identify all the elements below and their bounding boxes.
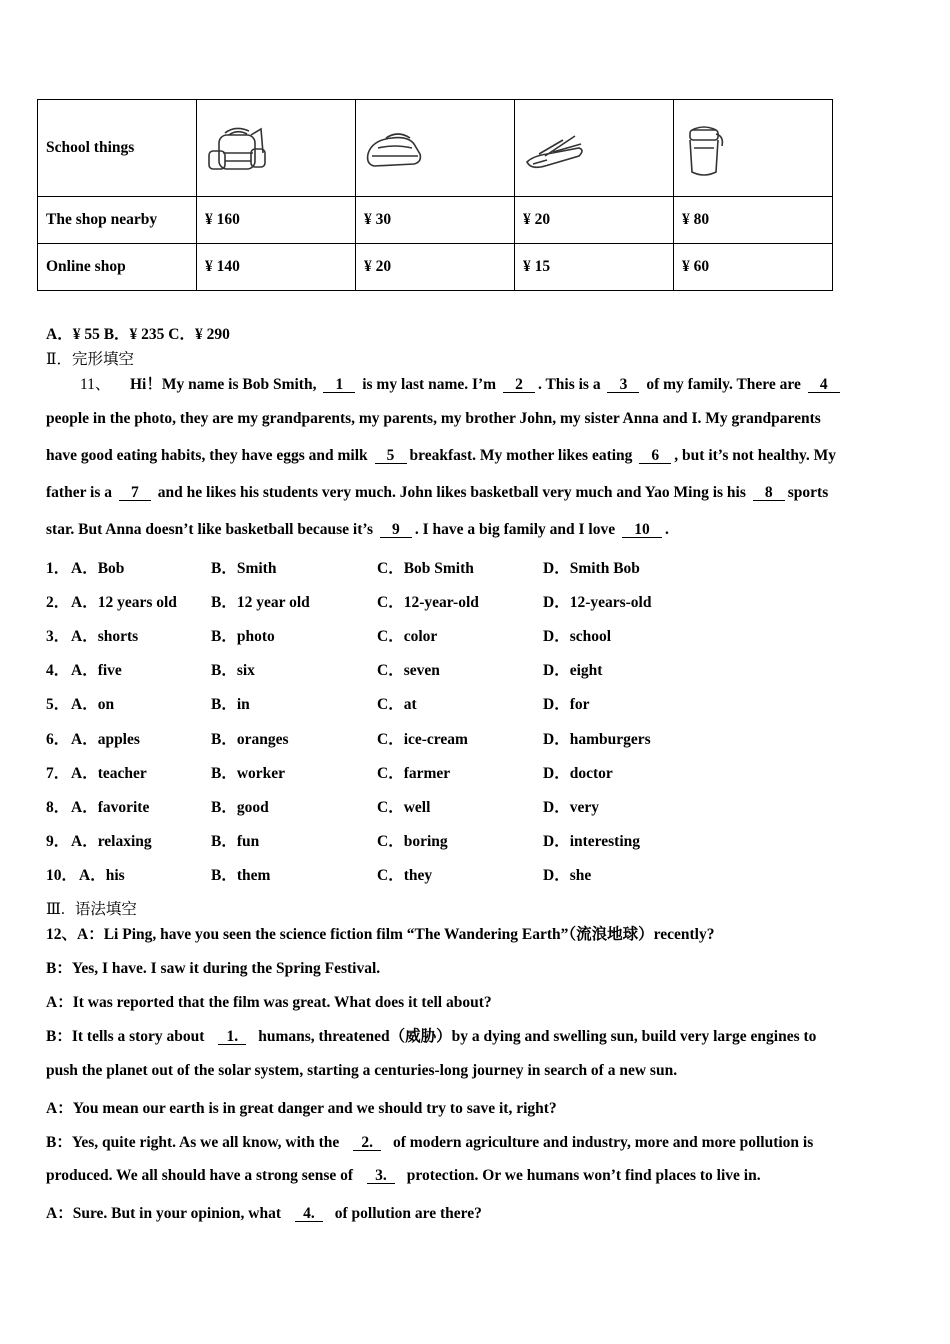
option-c: C．ice-cream	[377, 730, 468, 748]
price-cell: ¥ 80	[674, 197, 833, 244]
option-a: A．five	[71, 662, 122, 680]
passage-text: is my last name. I’m	[358, 376, 500, 393]
dialogue-line	[46, 1062, 677, 1080]
dialogue-line	[46, 1167, 761, 1185]
passage-text: .	[664, 521, 669, 538]
option-b: B．oranges	[211, 730, 289, 748]
dialogue-line	[46, 990, 492, 1012]
passage-line	[130, 372, 843, 394]
option-b: B．good	[211, 798, 269, 816]
blank-number: 9	[380, 522, 412, 538]
row-label: School things	[38, 100, 197, 197]
dialogue-text: protection. Or we humans won’t find places to live in.	[402, 1167, 761, 1184]
question-number: 8．	[46, 798, 70, 816]
blank-number: 1.	[218, 1029, 246, 1045]
price-cell: ¥ 15	[515, 244, 674, 291]
row-label: The shop nearby	[38, 197, 197, 244]
dialogue-text: humans, threatened（威胁）by a dying and swelling sun, build very large engines to	[254, 1028, 817, 1045]
price-cell: ¥ 30	[356, 197, 515, 244]
section-numeral: Ⅱ．	[46, 351, 73, 368]
table-row	[38, 197, 833, 244]
blank-number: 3.	[367, 1168, 395, 1184]
question-number: 2．	[46, 594, 70, 612]
passage-text: father is a	[46, 484, 116, 501]
blank-number: 4	[808, 377, 840, 393]
dialogue-text: It tells a story about	[71, 1028, 209, 1045]
passage-text: and he likes his students very much. John likes basketball very much and Yao Ming is his	[153, 484, 750, 501]
question-number: 9．	[46, 832, 70, 850]
speaker-label: 12、A：	[46, 926, 104, 943]
price-cell: ¥ 20	[515, 197, 674, 244]
question-number: 6．	[46, 730, 70, 748]
speaker-label: B：	[46, 960, 72, 977]
blank-number: 5	[375, 448, 407, 464]
dialogue-text: produced. We all should have a strong sense of	[46, 1167, 357, 1184]
option-d: D．hamburgers	[543, 730, 651, 748]
option-a: A．his	[79, 866, 125, 884]
item-cell	[515, 100, 674, 197]
option-b: B．six	[211, 662, 255, 680]
price-cell: ¥ 20	[356, 244, 515, 291]
option-d: D．for	[543, 696, 590, 714]
option-c: C．12-year-old	[377, 594, 479, 612]
dialogue-text: of pollution are there?	[330, 1205, 482, 1222]
section-heading	[46, 897, 137, 919]
row-label: Online shop	[38, 244, 197, 291]
dialogue-text: Sure. But in your opinion, what	[72, 1205, 285, 1222]
question-number: 1．	[46, 560, 70, 577]
option-b: B．them	[211, 866, 271, 884]
option-c: C．at	[377, 696, 417, 714]
question-number: 10．	[46, 866, 78, 884]
option-d: D．interesting	[543, 832, 641, 850]
pencil-case-icon	[364, 126, 430, 176]
dialogue-line	[46, 1130, 813, 1152]
pens-icon	[523, 126, 589, 176]
passage-text: . This is a	[537, 376, 605, 393]
passage-text: have good eating habits, they have eggs and milk	[46, 447, 372, 464]
dialogue-text: Yes, quite right. As we all know, with the	[71, 1134, 344, 1151]
option-c: C．farmer	[377, 764, 451, 782]
dialogue-text: of modern agriculture and industry, more and more pollution is	[389, 1134, 814, 1151]
item-cell	[674, 100, 833, 197]
water-bottle-icon	[682, 122, 732, 180]
passage-text: . I have a big family and I love	[414, 521, 619, 538]
schoolbag-icon	[205, 123, 269, 179]
passage-text: sports	[787, 484, 829, 501]
question-number: 3．	[46, 628, 70, 646]
option-b: B．fun	[211, 832, 260, 850]
option-a: A．shorts	[71, 628, 139, 646]
blank-number: 2	[503, 377, 535, 393]
table-row	[38, 244, 833, 291]
option-d: D．12-years-old	[543, 594, 652, 612]
question-number: 11、	[80, 376, 111, 393]
section-numeral: Ⅲ.	[46, 901, 65, 918]
dialogue-line	[46, 1096, 557, 1118]
section-title: 语法填空	[74, 901, 137, 918]
section-title: 完形填空	[72, 351, 135, 368]
option-d: D．school	[543, 628, 612, 646]
option-d: D．Smith Bob	[543, 560, 640, 577]
question-number: 4．	[46, 662, 70, 680]
price-cell: ¥ 140	[197, 244, 356, 291]
speaker-label: A：	[46, 994, 73, 1011]
blank-number: 7	[119, 485, 151, 501]
option-c: C．well	[377, 798, 431, 816]
section-heading	[46, 347, 134, 369]
passage-line	[46, 447, 836, 465]
dialogue-line	[46, 956, 380, 978]
passage-text: , but it’s not healthy. My	[674, 447, 837, 464]
price-cell: ¥ 160	[197, 197, 356, 244]
option-a: A．Bob	[71, 560, 125, 577]
question-number: 7．	[46, 764, 70, 782]
passage-line	[46, 521, 669, 539]
speaker-label: B：	[46, 1134, 72, 1151]
dialogue-line	[46, 922, 715, 944]
price-cell: ¥ 60	[674, 244, 833, 291]
blank-number: 2.	[353, 1135, 381, 1151]
option-a: A．on	[71, 696, 115, 714]
dialogue-text: Yes, I have. I saw it during the Spring Festival.	[71, 960, 381, 977]
option-a: A．apples	[71, 730, 140, 748]
passage-line	[46, 484, 828, 502]
option-c: C．they	[377, 866, 433, 884]
blank-number: 1	[323, 377, 355, 393]
option-a: A．12 years old	[71, 594, 177, 612]
dialogue-line	[46, 1024, 816, 1046]
option-b: B．Smith	[211, 560, 277, 577]
option-d: D．she	[543, 866, 592, 884]
option-c: C．color	[377, 628, 438, 646]
passage-text: breakfast. My mother likes eating	[409, 447, 637, 464]
option-c: C．seven	[377, 662, 440, 680]
option-d: D．doctor	[543, 764, 613, 782]
item-cell	[197, 100, 356, 197]
blank-number: 8	[753, 485, 785, 501]
passage-line	[46, 410, 821, 428]
option-d: D．eight	[543, 662, 603, 680]
passage-text: star. But Anna doesn’t like basketball because it’s	[46, 521, 377, 538]
option-b: B．photo	[211, 628, 275, 646]
option-b: B．12 year old	[211, 594, 310, 612]
dialogue-text: It was reported that the film was great. What does it tell about?	[72, 994, 492, 1011]
speaker-label: B：	[46, 1028, 72, 1045]
passage-text: people in the photo, they are my grandparents, my parents, my brother John, my sister Anna and I. My grandparents	[46, 410, 821, 427]
blank-number: 3	[607, 377, 639, 393]
passage-text: of my family. There are	[642, 376, 805, 393]
question-number: 5．	[46, 696, 70, 714]
option-a: A．favorite	[71, 798, 150, 816]
option-a: A．teacher	[71, 764, 147, 782]
passage-text: Hi！My name is Bob Smith,	[130, 376, 321, 393]
price-table	[37, 99, 833, 291]
item-cell	[356, 100, 515, 197]
blank-number: 10	[622, 522, 662, 538]
table-row	[38, 100, 833, 197]
option-b: B．worker	[211, 764, 286, 782]
speaker-label: A：	[46, 1100, 73, 1117]
speaker-label: A：	[46, 1205, 73, 1222]
dialogue-text: Li Ping, have you seen the science fiction film “The Wandering Earth”（流浪地球）recently?	[103, 926, 715, 943]
blank-number: 6	[639, 448, 671, 464]
option-a: A．relaxing	[71, 832, 152, 850]
option-d: D．very	[543, 798, 599, 816]
dialogue-text: push the planet out of the solar system, starting a centuries-long journey in search of a new sun.	[46, 1062, 678, 1079]
option-b: B．in	[211, 696, 250, 714]
dialogue-line	[46, 1201, 482, 1223]
option-c: C．Bob Smith	[377, 560, 474, 577]
blank-number: 4.	[295, 1206, 323, 1222]
dialogue-text: You mean our earth is in great danger and we should try to save it, right?	[72, 1100, 557, 1117]
q10-options: A．¥ 55 B．¥ 235 C．¥ 290	[46, 326, 230, 343]
option-c: C．boring	[377, 832, 448, 850]
